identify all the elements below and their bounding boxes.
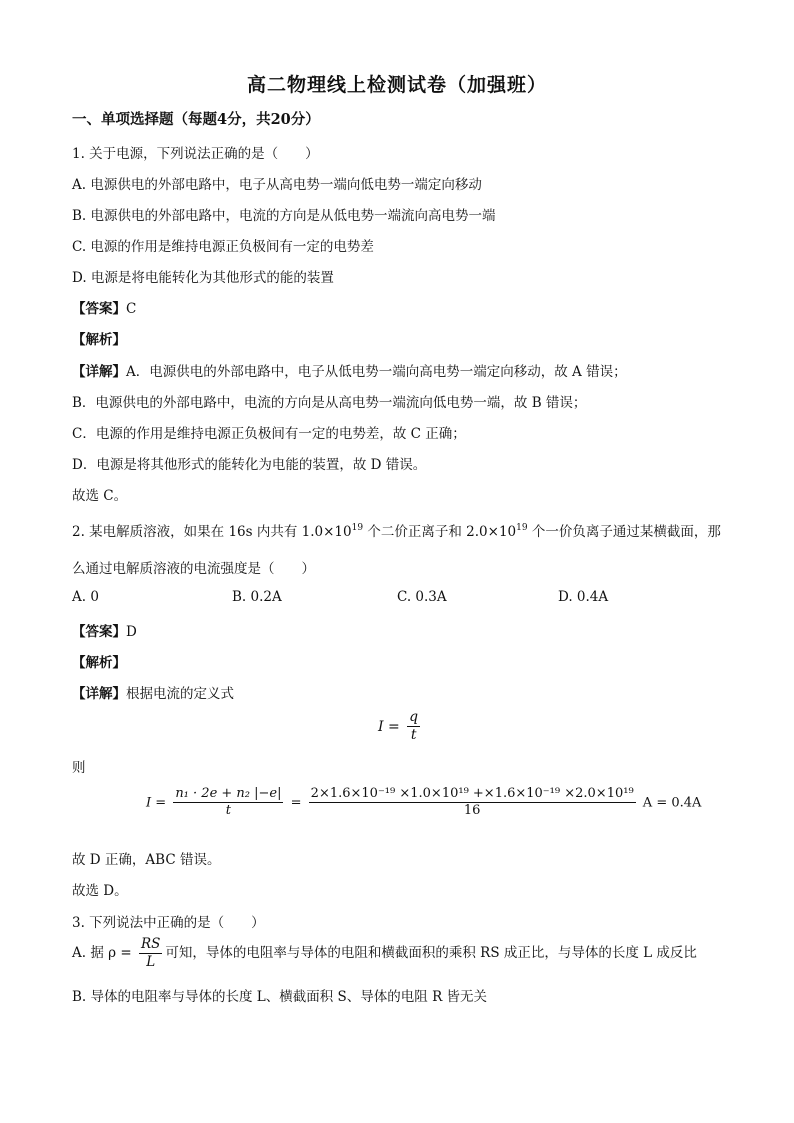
- detail-text: 根据电流的定义式: [126, 686, 234, 702]
- q2-option-a: A. 0: [72, 589, 99, 605]
- equals-sign: =: [290, 795, 302, 811]
- q1-detail-d: D．电源是将其他形式的能转化为电能的装置，故 D 错误。: [72, 457, 427, 473]
- q1-detail-a: [72, 360, 627, 380]
- q2-stem-line2: 么通过电解质溶液的电流强度是（ ）: [72, 561, 315, 577]
- answer-value: C: [126, 301, 137, 317]
- q1-option-b: B. 电源供电的外部电路中，电流的方向是从低电势一端流向高电势一端: [72, 208, 496, 224]
- q3-stem: 3. 下列说法中正确的是（ ）: [72, 915, 265, 931]
- q2-exponent-2: 19: [516, 523, 528, 533]
- fraction-numerator: n₁ · 2e + n₂ |−e|: [173, 787, 283, 803]
- answer-tag: 【答案】: [72, 301, 126, 317]
- q2-option-b: B. 0.2A: [232, 589, 282, 605]
- q3-option-a-text: 可知，导体的电阻率与导体的电阻和横截面积的乘积 RS 成正比，与导体的长度 L 成反比: [165, 944, 697, 961]
- fraction-denominator: L: [146, 953, 156, 970]
- detail-a-text: A．电源供电的外部电路中，电子从低电势一端向高电势一端定向移动，故 A 错误；: [126, 364, 627, 380]
- q2-stem-line1: [72, 520, 721, 540]
- formula-fraction: [407, 710, 420, 744]
- answer-tag: 【答案】: [72, 624, 126, 640]
- q1-option-a: A. 电源供电的外部电路中，电子从高电势一端向低电势一端定向移动: [72, 177, 482, 193]
- q1-detail-c: C．电源的作用是维持电源正负极间有一定的电势差，故 C 正确；: [72, 426, 466, 442]
- formula-calculation: [146, 787, 701, 819]
- formula-current-definition: [378, 710, 423, 744]
- q3-option-a: [72, 937, 697, 970]
- q2-then: 则: [72, 760, 86, 776]
- detail-tag: 【详解】: [72, 686, 126, 702]
- q3-option-a-prefix: A. 据 ρ =: [72, 944, 132, 961]
- formula-result: A = 0.4A: [642, 795, 702, 811]
- fraction-denominator: t: [225, 803, 232, 819]
- section-heading: 一、单项选择题（每题4分，共20分）: [72, 111, 320, 128]
- formula-fraction-symbolic: [173, 787, 283, 819]
- q2-analysis-tag: 【解析】: [72, 655, 126, 671]
- q2-option-d: D. 0.4A: [558, 589, 609, 605]
- q1-option-c: C. 电源的作用是维持电源正负极间有一定的电势差: [72, 239, 374, 255]
- fraction-numerator: 2×1.6×10⁻¹⁹ ×1.0×10¹⁹ +×1.6×10⁻¹⁹ ×2.0×10¹⁹: [309, 787, 636, 803]
- q2-stem-part1: 2. 某电解质溶液，如果在 16s 内共有 1.0×10: [72, 524, 352, 540]
- fraction-numerator: RS: [140, 936, 161, 952]
- q1-answer: [72, 297, 136, 317]
- page-title: 高二物理线上检测试卷（加强班）: [246, 74, 547, 96]
- q1-stem: 1. 关于电源，下列说法正确的是（ ）: [72, 146, 319, 162]
- fraction-numerator: q: [407, 710, 420, 727]
- q2-exponent-1: 19: [351, 523, 364, 533]
- formula-lhs: I =: [146, 795, 167, 811]
- fraction-denominator: 16: [463, 803, 481, 819]
- q2-stem-part2: 个二价正离子和 2.0×10: [363, 524, 517, 540]
- q1-analysis-tag: 【解析】: [72, 332, 126, 348]
- formula-lhs: I =: [378, 718, 400, 735]
- resistivity-fraction: [139, 937, 162, 970]
- detail-tag: 【详解】: [72, 364, 126, 380]
- q2-stem-part3: 个一价负离子通过某横截面，那: [527, 524, 721, 540]
- q2-option-c: C. 0.3A: [397, 589, 447, 605]
- q2-conclusion-1: 故 D 正确，ABC 错误。: [72, 852, 221, 868]
- q3-option-b: B. 导体的电阻率与导体的长度 L、横截面积 S、导体的电阻 R 皆无关: [72, 989, 488, 1005]
- q2-conclusion-2: 故选 D。: [72, 883, 128, 899]
- q1-conclusion: 故选 C。: [72, 488, 128, 504]
- fraction-denominator: t: [410, 727, 417, 744]
- formula-fraction-numeric: [309, 787, 636, 819]
- answer-value: D: [126, 624, 137, 640]
- q1-option-d: D. 电源是将电能转化为其他形式的能的装置: [72, 270, 334, 286]
- q2-detail: [72, 682, 234, 702]
- q1-detail-b: B．电源供电的外部电路中，电流的方向是从高电势一端流向低电势一端，故 B 错误；: [72, 395, 587, 411]
- q2-answer: [72, 620, 137, 640]
